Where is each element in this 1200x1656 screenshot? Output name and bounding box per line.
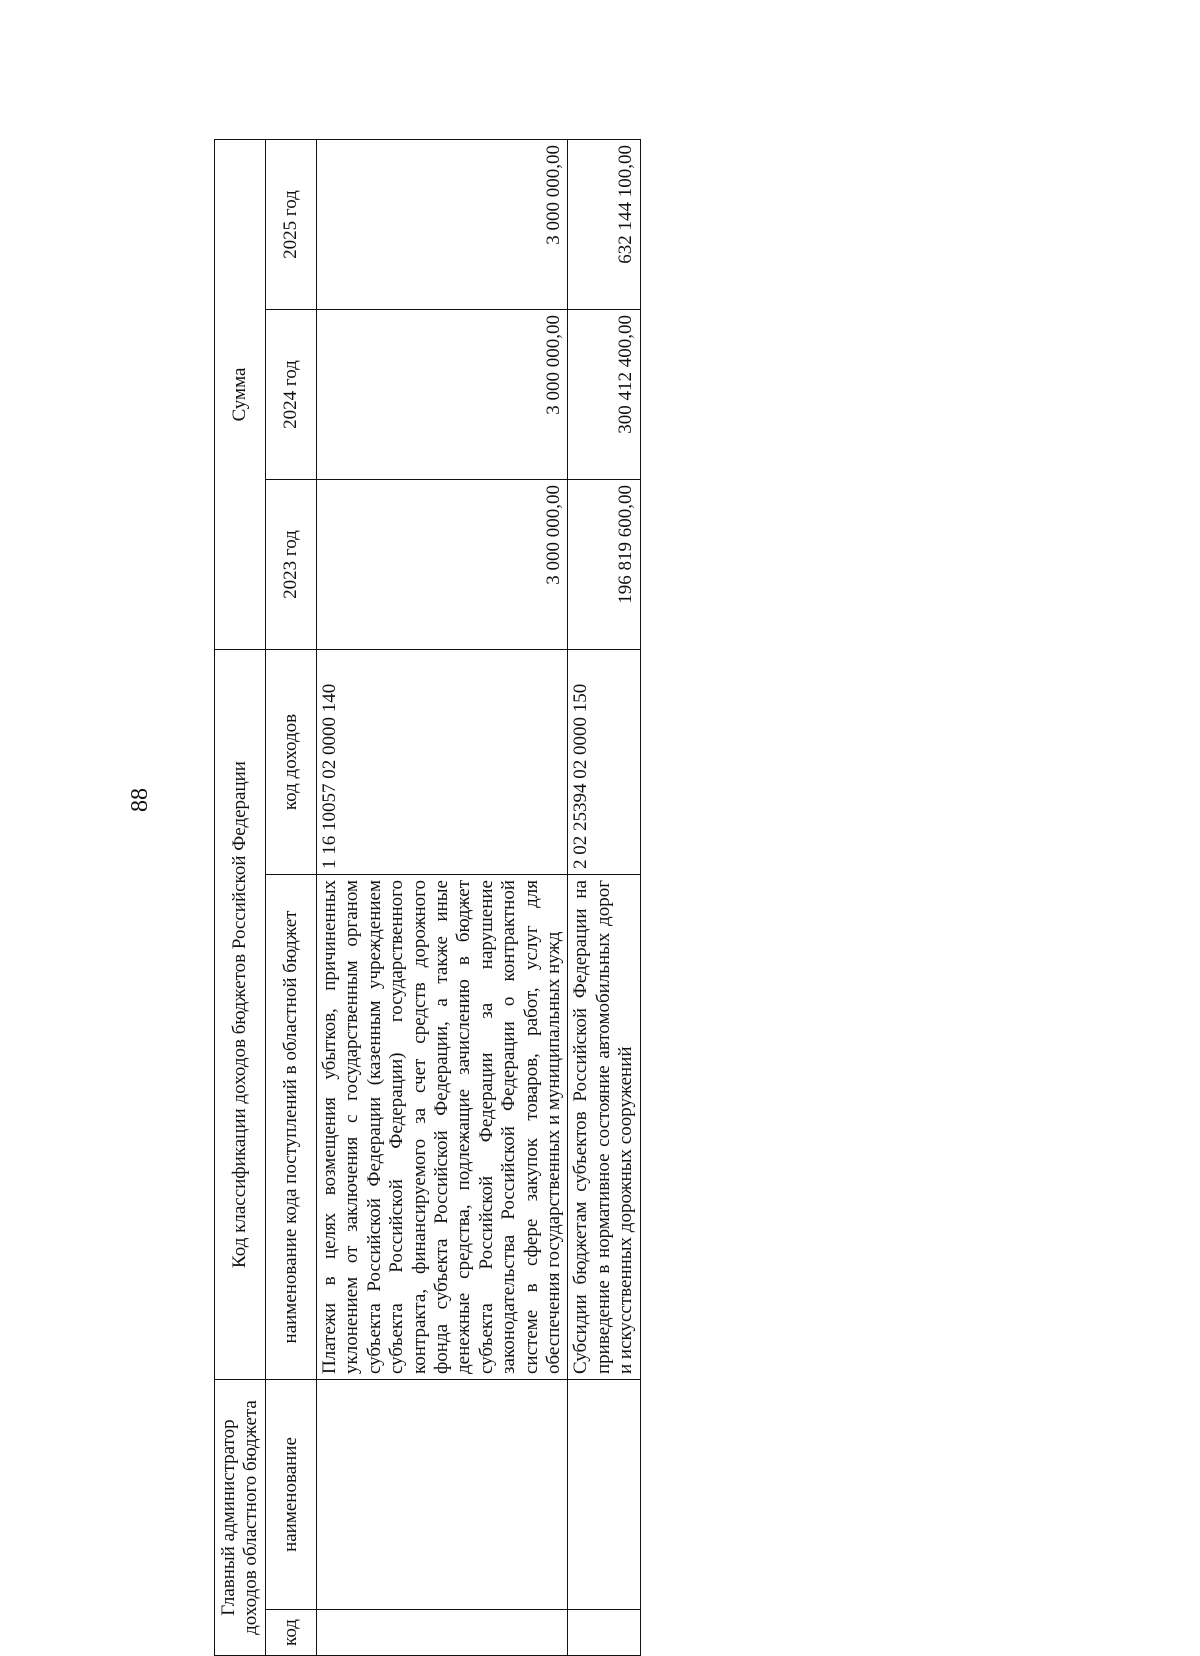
header-code: код [266, 1610, 317, 1656]
cell-sum-2024: 3 000 000,00 [317, 310, 568, 480]
header-2025: 2025 год [266, 139, 317, 309]
cell-code [568, 1610, 640, 1656]
header-sum-group: Сумма [215, 139, 266, 649]
cell-sum-2024: 300 412 400,00 [568, 310, 640, 480]
cell-name [317, 1380, 568, 1610]
header-2023: 2023 год [266, 480, 317, 650]
cell-receipt-name: Платежи в целях возмещения убытков, причиненных уклонением от заключения с государственным органом субъекта Российской Федерации (казенным учреждением субъекта Российской Федерации) государственного контракта, финансируемого за счет средств дорожного фонда субъекта Российской Федерации, а также иные денежные средства, подлежащие зачислению в бюджет субъекта Российской Федерации за нарушение законодательства Российской Федерации о контрактной системе в сфере закупок товаров, работ, услуг для обеспечения государственных и муниципальных нужд [317, 875, 568, 1380]
cell-name [568, 1380, 640, 1610]
cell-sum-2023: 196 819 600,00 [568, 480, 640, 650]
header-name: наименование [266, 1380, 317, 1610]
cell-sum-2025: 632 144 100,00 [568, 139, 640, 309]
header-admin-group: Главный администратор доходов областного бюджета [215, 1380, 266, 1656]
cell-code [317, 1610, 568, 1656]
table-row [568, 139, 640, 1655]
cell-sum-2025: 3 000 000,00 [317, 139, 568, 309]
page-number: 88 [127, 788, 153, 812]
income-classification-table [214, 139, 641, 1656]
cell-sum-2023: 3 000 000,00 [317, 480, 568, 650]
header-income-code: код доходов [266, 650, 317, 875]
header-classification-group: Код классификации доходов бюджетов Российской Федерации [215, 650, 266, 1380]
header-receipt-name: наименование кода поступлений в областной бюджет [266, 875, 317, 1380]
rotated-table-container [214, 140, 966, 1656]
cell-receipt-name: Субсидии бюджетам субъектов Российской Федерации на приведение в нормативное состояние автомобильных дорог и искусственных дорожных сооружений [568, 875, 640, 1380]
cell-income-code: 1 16 10057 02 0000 140 [317, 650, 568, 875]
table-row [317, 139, 568, 1655]
header-2024: 2024 год [266, 310, 317, 480]
cell-income-code: 2 02 25394 02 0000 150 [568, 650, 640, 875]
